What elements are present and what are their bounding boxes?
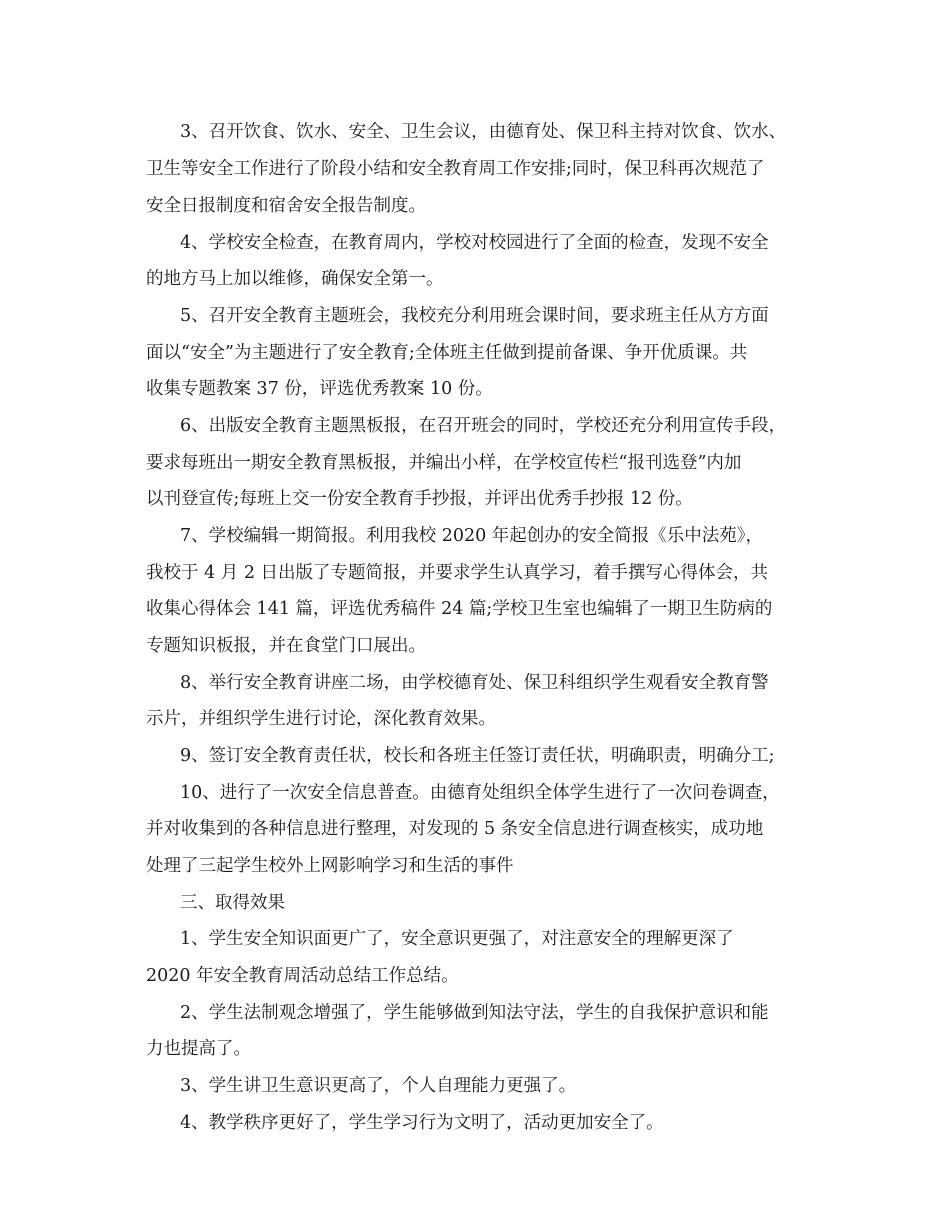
text-line: 以刊登宣传;每班上交一份安全教育手抄报，并评出优秀手抄报 12 份。 [146, 489, 693, 509]
text-line: 8、举行安全教育讲座二场，由学校德育处、保卫科组织学生观看安全教育警 [180, 673, 769, 693]
text-line: 的地方马上加以维修，确保安全第一。 [146, 269, 444, 289]
text-line: 6、出版安全教育主题黑板报，在召开班会的同时，学校还充分利用宣传手段， [180, 416, 787, 436]
text-line: 专题知识板报，并在食堂门口展出。 [146, 636, 426, 656]
text-line: 收集专题教案 37 份，评选优秀教案 10 份。 [146, 379, 493, 399]
text-line: 3、学生讲卫生意识更高了，个人自理能力更强了。 [180, 1076, 577, 1096]
text-line: 示片，并组织学生进行讨论，深化教育效果。 [146, 709, 496, 729]
text-line: 要求每班出一期安全教育黑板报，并编出小样，在学校宣传栏“报刊选登”内加 [146, 453, 742, 473]
text-line: 4、教学秩序更好了，学生学习行为文明了，活动更加安全了。 [180, 1113, 664, 1133]
text-line: 4、学校安全检查，在教育周内，学校对校园进行了全面的检查，发现不安全 [180, 233, 769, 253]
text-line: 1、学生安全知识面更广了，安全意识更强了，对注意安全的理解更深了 [180, 929, 734, 949]
section-heading: 三、取得效果 [180, 893, 285, 913]
text-line: 并对收集到的各种信息进行整理，对发现的 5 条安全信息进行调查核实，成功地 [146, 819, 764, 839]
text-line: 3、召开饮食、饮水、安全、卫生会议，由德育处、保卫科主持对饮食、饮水、 [180, 122, 787, 142]
text-line: 力也提高了。 [146, 1039, 251, 1059]
text-line: 面以“安全”为主题进行了安全教育;全体班主任做到提前备课、争开优质课。共 [146, 343, 748, 363]
text-line: 7、学校编辑一期简报。利用我校 2020 年起创办的安全简报《乐中法苑》， [180, 526, 764, 546]
text-line: 2、学生法制观念增强了，学生能够做到知法守法，学生的自我保护意识和能 [180, 1003, 769, 1023]
text-line: 5、召开安全教育主题班会，我校充分利用班会课时间，要求班主任从方方面 [180, 306, 769, 326]
text-line: 处理了三起学生校外上网影响学习和生活的事件 [146, 856, 514, 876]
text-line: 收集心得体会 141 篇，评选优秀稿件 24 篇;学校卫生室也编辑了一期卫生防病的 [146, 599, 773, 619]
text-line: 安全日报制度和宿舍安全报告制度。 [146, 196, 426, 216]
text-line: 10、进行了一次安全信息普查。由德育处组织全体学生进行了一次问卷调查， [180, 783, 780, 803]
text-line: 卫生等安全工作进行了阶段小结和安全教育周工作安排;同时，保卫科再次规范了 [146, 159, 765, 179]
text-line: 我校于 4 月 2 日出版了专题简报，并要求学生认真学习，着手撰写心得体会，共 [146, 563, 769, 583]
text-line: 9、签订安全教育责任状，校长和各班主任签订责任状，明确职责，明确分工; [180, 746, 775, 766]
text-line: 2020 年安全教育周活动总结工作总结。 [146, 966, 459, 986]
